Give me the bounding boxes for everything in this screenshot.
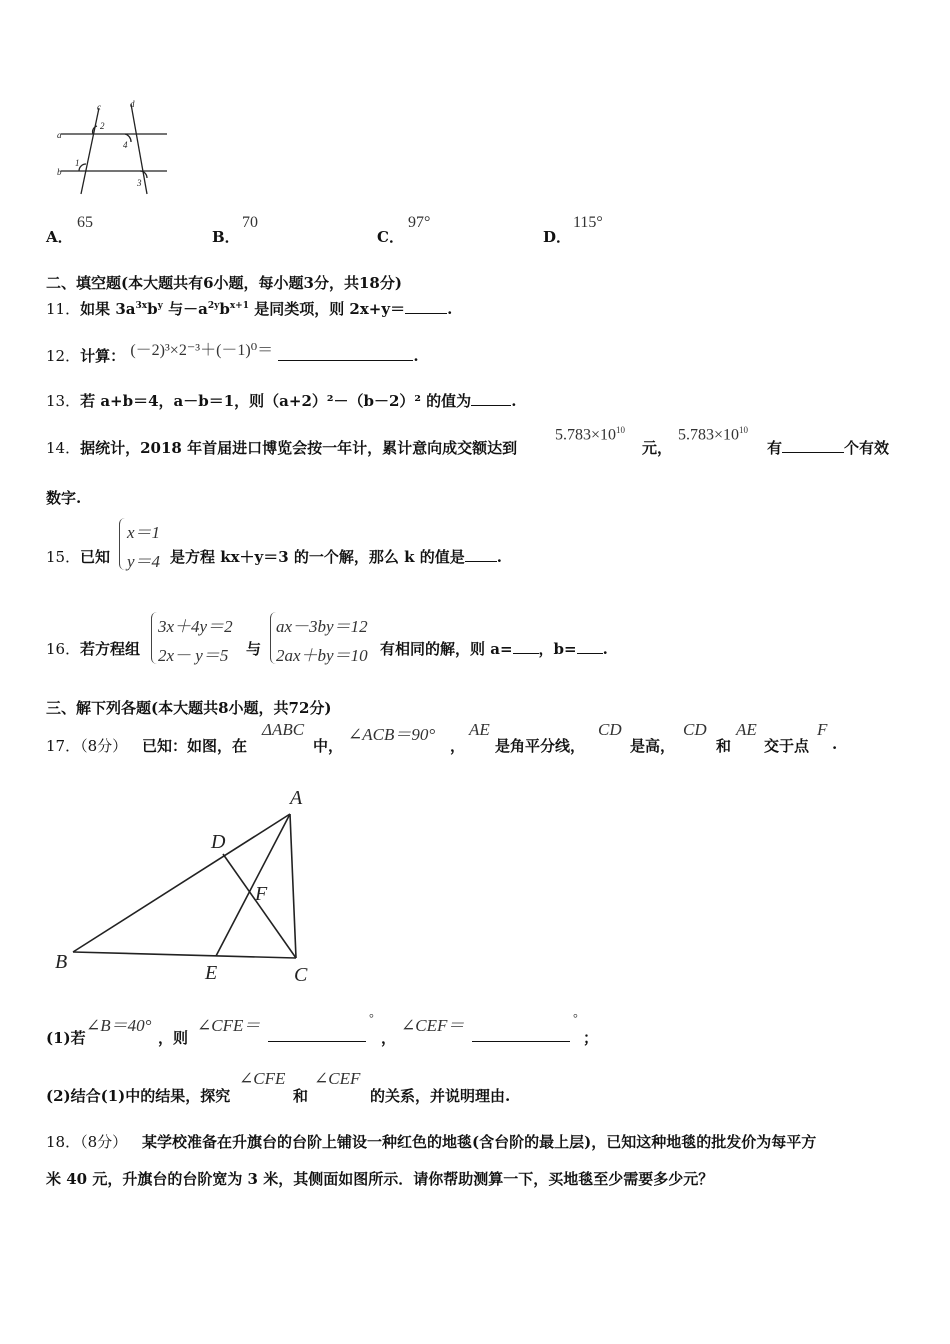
q16-system-1-eq1: 3x＋4y＝2 — [158, 617, 233, 636]
q17-p1-degree-2: ° — [573, 1011, 578, 1025]
q17-angle-acb: ∠ACB＝90° — [348, 725, 436, 744]
q17-number — [46, 735, 127, 756]
q17-ae-1: AE — [469, 720, 490, 739]
q14-value-1-mantissa: 5.783×10 — [555, 426, 617, 444]
q17-num: 17． — [46, 737, 81, 755]
q11-sup-3: 2y — [207, 301, 220, 311]
q17-score: （8分） — [80, 737, 128, 755]
q15-equation-1: x＝1 — [127, 523, 161, 542]
label-c: c — [97, 102, 101, 112]
label-E: E — [205, 962, 218, 984]
q11-text-5: 是同类项，则 2x+y＝ — [248, 300, 406, 318]
q14-value-2-exponent: 10 — [739, 425, 749, 435]
q11 — [46, 298, 452, 319]
q17-text-2: 中， — [313, 737, 344, 755]
option-b-letter: B． — [212, 228, 240, 246]
q17-p1-blank-1-wrap — [268, 1027, 366, 1046]
label-2: 2 — [100, 121, 105, 131]
label-b: b — [57, 167, 62, 177]
q17-text-5: 是高， — [630, 737, 676, 755]
q14-value-1-exponent: 10 — [616, 425, 626, 435]
triangle-figure — [45, 780, 335, 995]
q16-system-2-eq1: ax－3by＝12 — [276, 617, 368, 636]
q14-text-3 — [767, 437, 889, 458]
q11-sup-2: y — [157, 301, 163, 311]
option-b-value: 70 — [242, 214, 258, 231]
q14-line-1 — [46, 437, 517, 458]
q16-text-3a: 有相同的解，则 a= — [380, 640, 513, 658]
q17-text-6: 和 — [716, 737, 732, 755]
q13-number: 13． — [46, 392, 81, 410]
q11-sup-1: 3x — [135, 301, 148, 311]
q17-p1-angle-cfe: ∠CFE＝ — [197, 1016, 261, 1035]
q16-text-1: 若方程组 — [80, 640, 141, 658]
q16-text-4: ，b= — [538, 640, 577, 658]
q18-line-1: 某学校准备在升旗台的台阶上铺设一种红色的地毯(含台阶的最上层)，已知这种地毯的批发价为每平方 — [142, 1133, 817, 1151]
q14-value-2-mantissa: 5.783×10 — [678, 426, 740, 444]
q11-answer-blank[interactable] — [405, 299, 447, 314]
q15-equation-2: y＝4 — [127, 552, 161, 571]
q17-text-7: 交于点 — [764, 737, 810, 755]
q18-score: （8分） — [80, 1133, 128, 1151]
q14-number: 14． — [46, 439, 81, 457]
q11-text-2: b — [147, 300, 158, 318]
q16-system-1-eq2: 2x－ y＝5 — [158, 646, 229, 665]
q16-b-blank[interactable] — [577, 639, 603, 654]
q15-end: . — [496, 548, 503, 566]
option-a-value: 65 — [77, 214, 93, 231]
q16-text-2: 与 — [246, 640, 262, 658]
q16-text-3 — [380, 638, 608, 659]
q17-text-3: ， — [450, 737, 466, 755]
q14-text-2: 元， — [642, 439, 673, 457]
label-a: a — [57, 130, 62, 140]
q12-end: . — [413, 347, 419, 365]
q16-system-1-brace — [151, 612, 157, 664]
option-a-letter: A． — [46, 228, 73, 246]
q17-triangle: ΔABC — [262, 720, 305, 739]
q16-a-blank[interactable] — [513, 639, 539, 654]
line-c — [81, 108, 99, 194]
q14-text-1: 据统计，2018 年首届进口博览会按一年计，累计意向成交额达到 — [80, 439, 518, 457]
altitude-cd — [223, 854, 296, 958]
angle-1-arc — [79, 164, 86, 171]
label-B: B — [55, 951, 68, 973]
q13-answer-blank[interactable] — [471, 391, 511, 406]
label-4: 4 — [123, 140, 128, 150]
q11-text-3: 与－a — [162, 300, 208, 318]
side-bc — [73, 952, 296, 958]
q18-line-2: 米 40 元，升旗台的台阶宽为 3 米，其侧面如图所示．请你帮助测算一下，买地毯至少需要多少元？ — [46, 1170, 714, 1188]
q17-p1-answer-blank-2[interactable] — [472, 1027, 570, 1042]
q14-text-3a: 有 — [767, 439, 783, 457]
q14-text-4: 个有效 — [844, 439, 890, 457]
q15-answer-blank[interactable] — [465, 547, 497, 562]
label-D: D — [211, 831, 226, 853]
option-c-letter: C． — [377, 228, 404, 246]
q17-p2-text-2: 和 — [293, 1087, 309, 1105]
q17-text-1: 已知：如图，在 — [142, 737, 248, 755]
q17-p1-text-4: ； — [583, 1029, 599, 1047]
q13 — [46, 390, 516, 411]
q12-label: 计算： — [80, 347, 126, 365]
q17-p2-text-3: 的关系，并说明理由. — [370, 1087, 511, 1105]
q11-text-1: 如果 3a — [80, 300, 136, 318]
q11-end: . — [447, 300, 453, 318]
q17-cd-2: CD — [683, 720, 707, 739]
side-ac — [290, 814, 296, 958]
q11-text-4: b — [219, 300, 230, 318]
q17-p1-degree-1: ° — [369, 1011, 374, 1025]
q17-p1-text-2: ，则 — [158, 1029, 189, 1047]
q14-value-1 — [555, 425, 625, 444]
q17-p1-angle-cef: ∠CEF＝ — [401, 1016, 465, 1035]
q17-p1-text-3: ， — [381, 1029, 397, 1047]
q12-answer-blank[interactable] — [278, 346, 413, 361]
option-c-value: 97° — [408, 214, 431, 231]
q17-p2-angle-cef: ∠CEF — [314, 1069, 361, 1088]
q15-text-2 — [170, 546, 502, 567]
q14-value-2 — [678, 425, 748, 444]
option-d-letter: D． — [543, 228, 572, 246]
q18-num: 18． — [46, 1133, 81, 1151]
q15-text-1: 已知 — [80, 548, 111, 566]
q11-sup-4: x+1 — [229, 301, 249, 311]
q13-end: . — [511, 392, 517, 410]
q16-end: . — [602, 640, 608, 658]
q17-p1-text-1: (1)若 — [46, 1029, 86, 1047]
q17-p1-blank-2-wrap — [472, 1027, 570, 1046]
q17-p1-answer-blank-1[interactable] — [268, 1027, 366, 1042]
q14-answer-blank[interactable] — [782, 438, 844, 453]
q13-text: 若 a+b＝4，a－b＝1，则（a+2）²－（b－2）² 的值为 — [80, 392, 472, 410]
q12-number: 12． — [46, 347, 81, 365]
label-C: C — [294, 964, 308, 986]
q11-number: 11． — [46, 300, 81, 318]
option-d-value: 115° — [573, 214, 603, 231]
q17-p1-angle-b: ∠B＝40° — [86, 1016, 152, 1035]
parallel-lines-figure — [55, 98, 175, 198]
q17-text-8: . — [832, 735, 838, 753]
q12-expression: (－2)³×2⁻³＋(－1)⁰＝ — [130, 342, 274, 359]
q17-ae-2: AE — [736, 720, 757, 739]
label-d: d — [130, 99, 135, 109]
q17-text-4: 是角平分线， — [495, 737, 586, 755]
q18-number — [46, 1131, 127, 1152]
q12 — [46, 343, 419, 366]
label-3: 3 — [137, 178, 142, 188]
label-A: A — [290, 787, 303, 809]
q15-text-2a: 是方程 kx＋y＝3 的一个解，那么 k 的值是 — [170, 548, 465, 566]
q17-cd-1: CD — [598, 720, 622, 739]
q17-p2-angle-cfe: ∠CFE — [239, 1069, 286, 1088]
section-2-heading: 二、填空题(本大题共有6小题，每小题3分，共18分) — [46, 274, 402, 292]
q14-text-5: 数字. — [46, 489, 82, 507]
q15-number: 15． — [46, 548, 81, 566]
label-F: F — [255, 883, 268, 905]
q15-system-brace — [119, 518, 125, 570]
q16-system-2-eq2: 2ax＋by＝10 — [276, 646, 368, 665]
label-1: 1 — [75, 158, 80, 168]
q17-p2-text-1: (2)结合(1)中的结果，探究 — [46, 1087, 231, 1105]
q16-number: 16． — [46, 640, 81, 658]
q17-point-f: F — [817, 720, 828, 739]
section-3-heading: 三、解下列各题(本大题共8小题，共72分) — [46, 699, 332, 717]
